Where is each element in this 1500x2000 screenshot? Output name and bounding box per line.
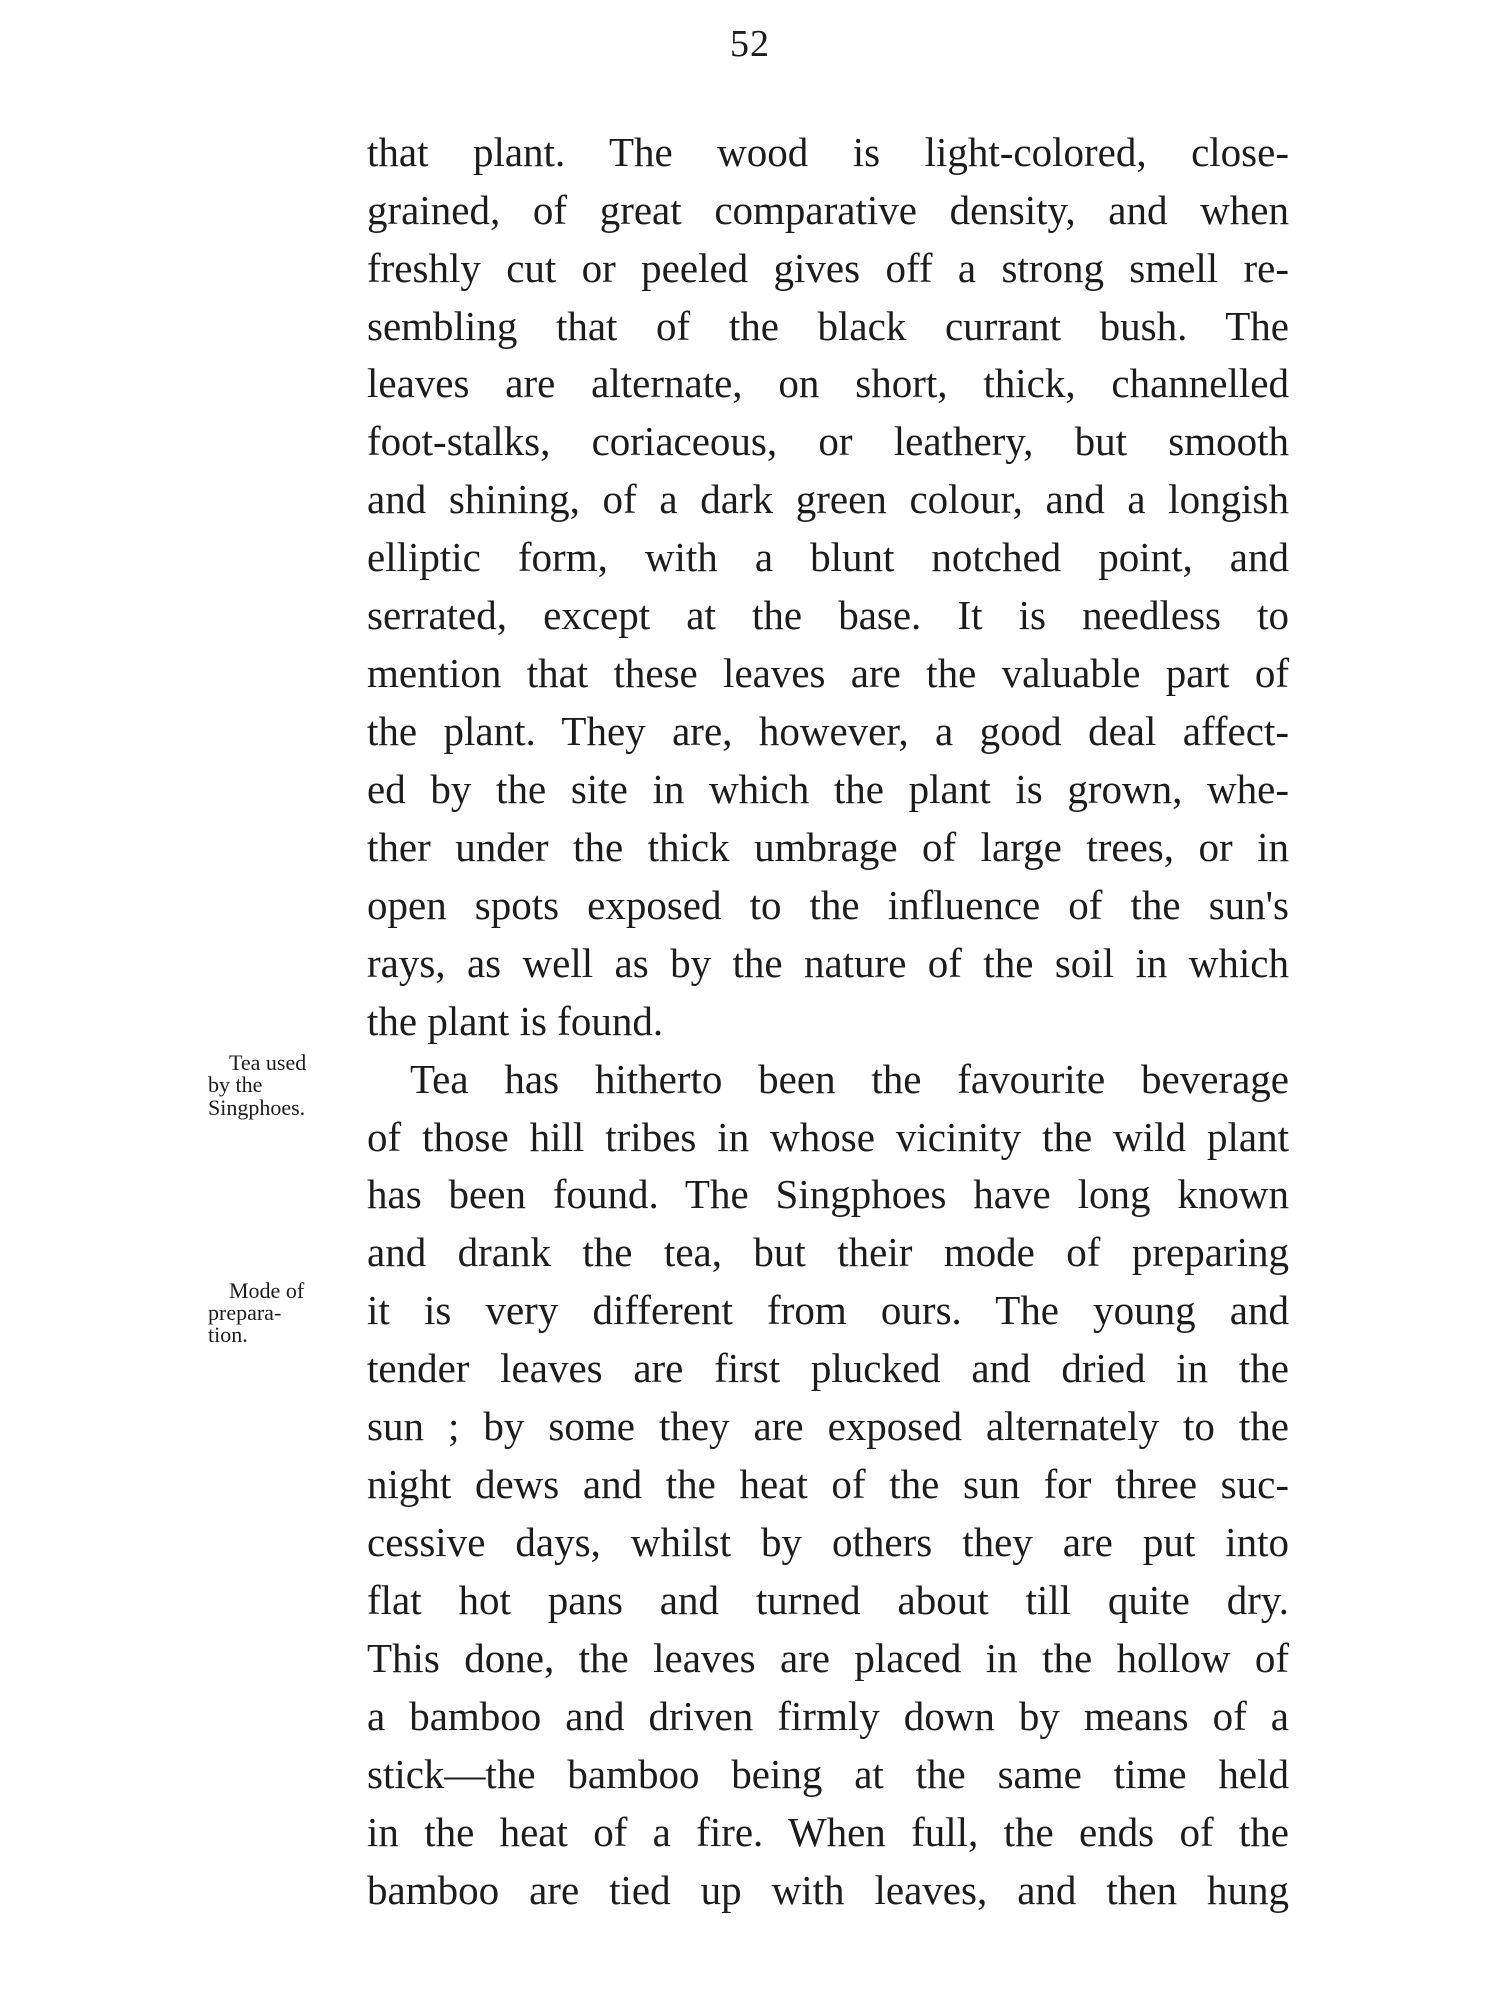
- margin-note-line: Singphoes.: [208, 1095, 306, 1120]
- text-line: rays, as well as by the nature of the soil in which: [367, 940, 1289, 986]
- text-line: sembling that of the black currant bush. The: [367, 303, 1289, 349]
- text-line: the plant. They are, however, a good deal affect-: [367, 708, 1289, 754]
- text-line: leaves are alternate, on short, thick, channelled: [367, 360, 1289, 406]
- text-line: a bamboo and driven firmly down by means of a: [367, 1693, 1289, 1739]
- margin-note-line: tion.: [208, 1322, 248, 1347]
- text-line: open spots exposed to the influence of the sun's: [367, 882, 1289, 928]
- margin-note-line: by the: [208, 1072, 263, 1097]
- text-line: foot-stalks, coriaceous, or leathery, but smooth: [367, 418, 1289, 464]
- text-line: ther under the thick umbrage of large trees, or in: [367, 824, 1289, 870]
- text-line: of those hill tribes in whose vicinity the wild plant: [367, 1114, 1289, 1160]
- text-line: it is very different from ours. The young and: [367, 1287, 1289, 1333]
- text-line: bamboo are tied up with leaves, and then hung: [367, 1867, 1289, 1913]
- text-line: grained, of great comparative density, and when: [367, 187, 1289, 233]
- text-line: This done, the leaves are placed in the hollow of: [367, 1635, 1289, 1681]
- text-line: stick—the bamboo being at the same time held: [367, 1751, 1289, 1797]
- text-line: night dews and the heat of the sun for three suc-: [367, 1461, 1289, 1507]
- text-line: freshly cut or peeled gives off a strong smell re-: [367, 245, 1289, 291]
- text-line: in the heat of a fire. When full, the ends of the: [367, 1809, 1289, 1855]
- text-line: ed by the site in which the plant is grown, whe-: [367, 766, 1289, 812]
- margin-note-line: prepara-: [208, 1300, 282, 1325]
- text-line: mention that these leaves are the valuable part of: [367, 650, 1289, 696]
- margin-note-line: Mode of: [229, 1278, 305, 1303]
- text-line: the plant is found.: [367, 998, 664, 1044]
- text-line: serrated, except at the base. It is needless to: [367, 592, 1289, 638]
- text-line: tender leaves are first plucked and dried in the: [367, 1345, 1289, 1391]
- text-line: sun ; by some they are exposed alternately to the: [367, 1403, 1289, 1449]
- page-number: 52: [730, 23, 770, 65]
- text-line: elliptic form, with a blunt notched point, and: [367, 534, 1289, 580]
- text-line: cessive days, whilst by others they are put into: [367, 1519, 1289, 1565]
- text-line: has been found. The Singphoes have long known: [367, 1171, 1289, 1217]
- text-line: Tea has hitherto been the favourite beverage: [410, 1056, 1289, 1102]
- margin-note-line: Tea used: [229, 1050, 307, 1075]
- text-line: and shining, of a dark green colour, and a longish: [367, 476, 1289, 522]
- text-line: and drank the tea, but their mode of preparing: [367, 1229, 1289, 1275]
- text-line: that plant. The wood is light-colored, close-: [367, 129, 1289, 175]
- text-line: flat hot pans and turned about till quite dry.: [367, 1577, 1289, 1623]
